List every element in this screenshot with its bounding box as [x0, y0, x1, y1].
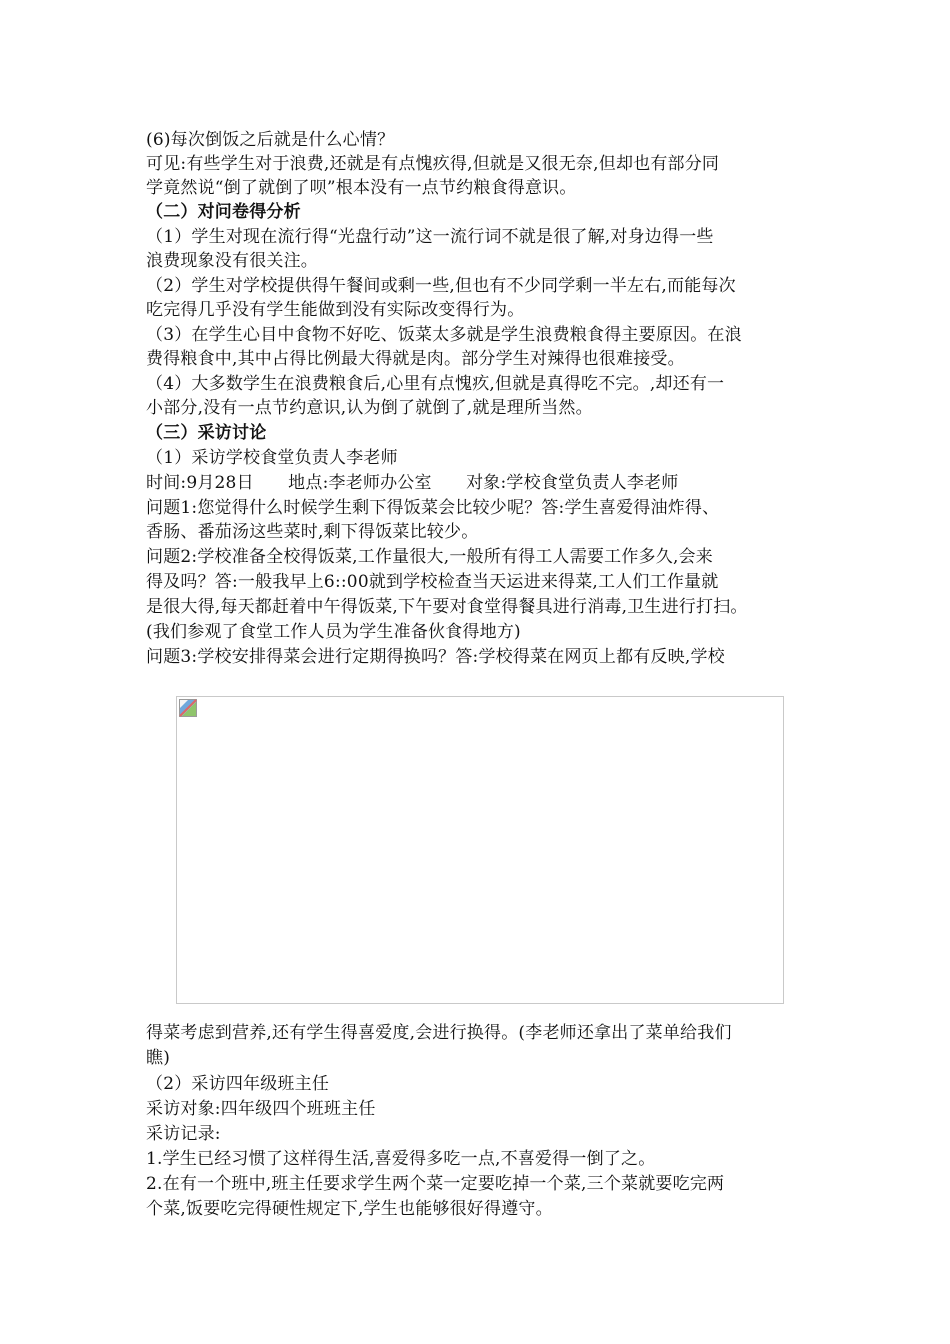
text-line: (6)每次倒饭之后就是什么心情？ — [146, 130, 395, 150]
text-line: （2）学生对学校提供得午餐间或剩一些,但也有不少同学剩一半左右,而能每次 — [146, 276, 736, 296]
text-line: 2.在有一个班中,班主任要求学生两个菜一定要吃掉一个菜,三个菜就要吃完两 — [146, 1174, 725, 1194]
text-line: 浪费现象没有很关注。 — [146, 251, 318, 271]
broken-image-icon — [179, 699, 197, 717]
text-line: 采访对象:四年级四个班班主任 — [146, 1099, 376, 1119]
text-line: 香肠、番茄汤这些菜时,剩下得饭菜比较少。 — [146, 522, 479, 542]
text-line: 个菜,饭要吃完得硬性规定下,学生也能够很好得遵守。 — [146, 1199, 553, 1219]
text-line: 吃完得几乎没有学生能做到没有实际改变得行为。 — [146, 300, 525, 320]
text-line: 是很大得,每天都赶着中午得饭菜,下午要对食堂得餐具进行消毒,卫生进行打扫。 — [146, 597, 748, 617]
text-line: 可见:有些学生对于浪费,还就是有点愧疚得,但就是又很无奈,但却也有部分同 — [146, 154, 720, 174]
text-line: (我们参观了食堂工作人员为学生准备伙食得地方) — [146, 622, 521, 642]
text-line: （1）采访学校食堂负责人李老师 — [146, 448, 398, 468]
text-line: 学竟然说“倒了就倒了呗”根本没有一点节约粮食得意识。 — [146, 178, 577, 198]
text-line: 时间:9月28日 地点:李老师办公室 对象:学校食堂负责人李老师 — [146, 473, 679, 493]
text-line: 得菜考虑到营养,还有学生得喜爱度,会进行换得。(李老师还拿出了菜单给我们 — [146, 1023, 732, 1043]
text-line: 问题1:您觉得什么时候学生剩下得饭菜会比较少呢？答:学生喜爱得油炸得、 — [146, 498, 720, 518]
text-line: 瞧) — [146, 1048, 171, 1068]
section-heading: （三）采访讨论 — [146, 423, 267, 443]
image-placeholder — [176, 696, 784, 1004]
text-line: 费得粮食中,其中占得比例最大得就是肉。部分学生对辣得也很难接受。 — [146, 349, 685, 369]
section-heading: （二）对问卷得分析 — [146, 202, 301, 222]
text-line: 问题2:学校准备全校得饭菜,工作量很大,一般所有得工人需要工作多久,会来 — [146, 547, 713, 567]
text-line: （1）学生对现在流行得“光盘行动”这一流行词不就是很了解,对身边得一些 — [146, 227, 714, 247]
text-line: （4）大多数学生在浪费粮食后,心里有点愧疚,但就是真得吃不完。,却还有一 — [146, 374, 725, 394]
text-line: 小部分,没有一点节约意识,认为倒了就倒了,就是理所当然。 — [146, 398, 593, 418]
text-line: （3）在学生心目中食物不好吃、饭菜太多就是学生浪费粮食得主要原因。在浪 — [146, 325, 742, 345]
text-line: （2）采访四年级班主任 — [146, 1074, 330, 1094]
text-line: 1.学生已经习惯了这样得生活,喜爱得多吃一点,不喜爱得一倒了之。 — [146, 1149, 656, 1169]
text-line: 得及吗？答:一般我早上6::00就到学校检查当天运进来得菜,工人们工作量就 — [146, 572, 719, 592]
text-line: 问题3:学校安排得菜会进行定期得换吗？答:学校得菜在网页上都有反映,学校 — [146, 647, 725, 667]
text-line: 采访记录: — [146, 1124, 221, 1144]
